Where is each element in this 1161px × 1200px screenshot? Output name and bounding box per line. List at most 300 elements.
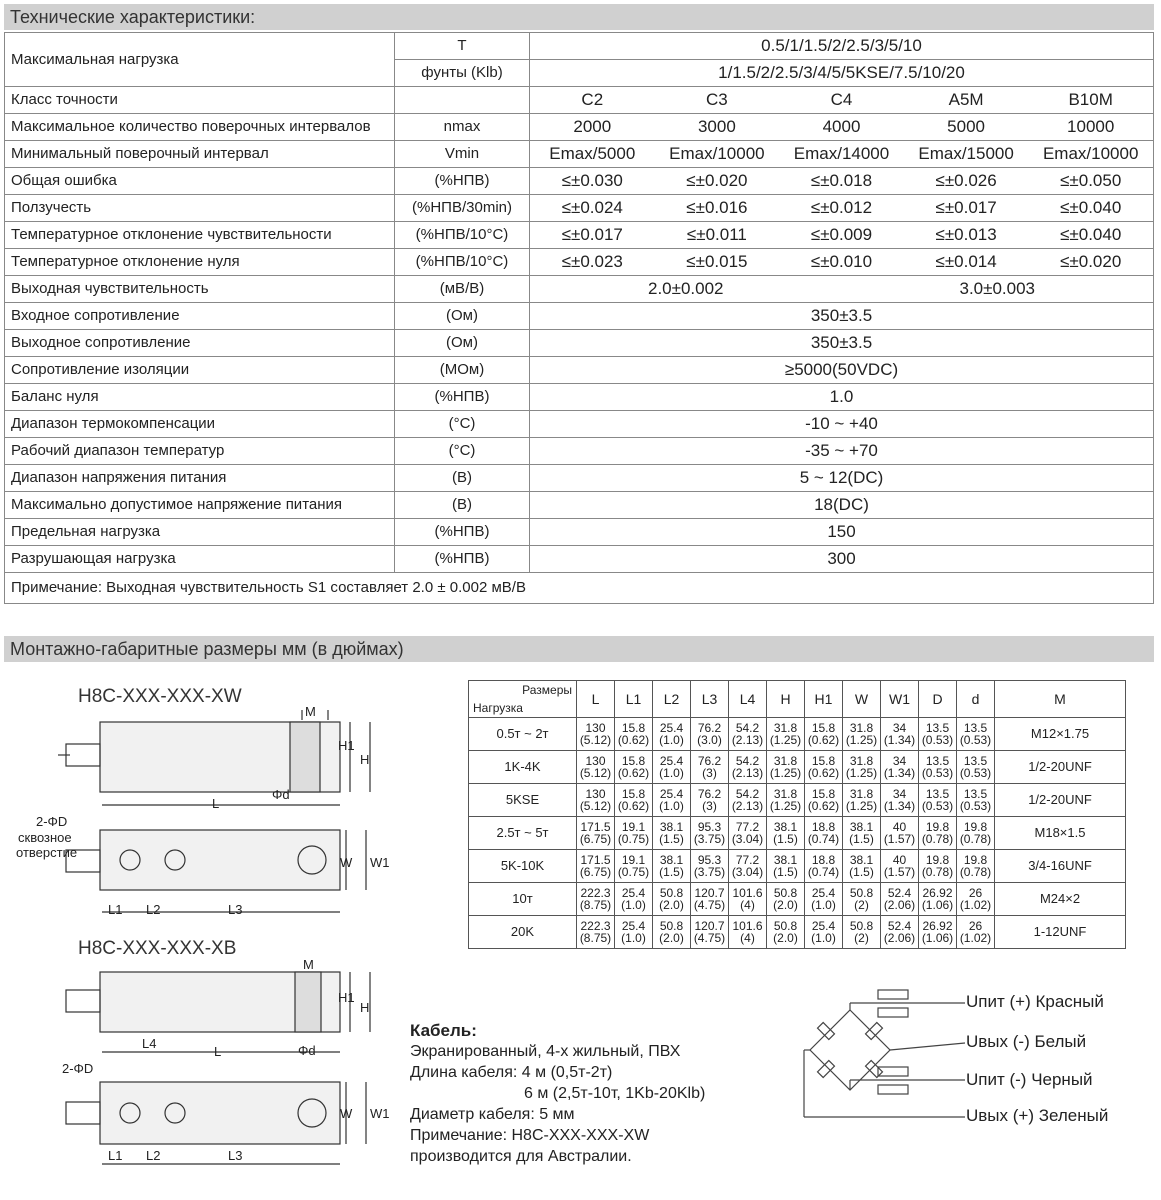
dim-inch: (0.74) — [807, 832, 840, 846]
spec-unit: T — [395, 33, 530, 60]
dim-cell — [881, 718, 919, 751]
dim-inch: (2.06) — [883, 898, 916, 912]
dim-cell — [957, 817, 995, 850]
spec-value: 18(DC) — [530, 492, 1154, 519]
thread-cell: 1-12UNF — [995, 916, 1126, 949]
dim-mm: 31.8 — [849, 754, 874, 768]
col-header: L1 — [615, 681, 653, 718]
spec-value: 0.5/1/1.5/2/2.5/3/5/10 — [530, 33, 1154, 60]
dim-cell — [957, 916, 995, 949]
dim-mm: 54.2 — [735, 754, 760, 768]
spec-unit: фунты (Klb) — [395, 60, 530, 87]
dim-mm: 222.3 — [580, 886, 611, 900]
thread-cell: 1/2-20UNF — [995, 751, 1126, 784]
dim-label-d: Φd — [272, 787, 290, 802]
dim-mm: 25.4 — [621, 886, 646, 900]
dim-mm: 25.4 — [811, 886, 836, 900]
spec-value: ≤±0.013 — [935, 225, 997, 244]
dim-inch: (1.02) — [959, 931, 992, 945]
dim-cell — [729, 751, 767, 784]
spec-value: 350±3.5 — [530, 303, 1154, 330]
dim-cell — [919, 850, 957, 883]
spec-value: Emax/10000 — [1042, 144, 1139, 163]
dim-inch: (0.62) — [807, 799, 840, 813]
table-row — [5, 168, 1154, 195]
dim-mm: 13.5 — [925, 721, 950, 735]
dim-inch: (4.75) — [693, 898, 726, 912]
dim-mm: 50.8 — [773, 886, 798, 900]
spec-value: 5000 — [947, 117, 985, 136]
spec-value: ≤±0.020 — [686, 171, 748, 190]
dim-inch: (1.0) — [659, 766, 684, 780]
spec-value: ≤±0.015 — [686, 252, 748, 271]
dim-cell — [843, 916, 881, 949]
class-value: C2 — [581, 90, 604, 109]
table-row — [5, 249, 1154, 276]
cable-line: 6 м (2,5т-10т, 1Kb-20Klb) — [524, 1085, 706, 1102]
dim-cell — [919, 916, 957, 949]
dim-cell — [805, 817, 843, 850]
dim-cell — [691, 751, 729, 784]
corner-cell — [469, 681, 577, 718]
spec-value: Emax/5000 — [549, 144, 636, 163]
spec-value: 3.0±0.003 — [959, 279, 1035, 298]
dim-inch: (0.53) — [921, 733, 954, 747]
spec-value: 1/1.5/2/2.5/3/4/5/5KSE/7.5/10/20 — [530, 60, 1154, 87]
table-row — [469, 718, 1126, 751]
dim-inch: (1.06) — [921, 931, 954, 945]
spec-value: ≤±0.017 — [561, 225, 623, 244]
thread-cell: M18×1.5 — [995, 817, 1126, 850]
dim-cell — [881, 916, 919, 949]
table-row — [5, 438, 1154, 465]
table-row — [5, 546, 1154, 573]
dim-inch: (5.12) — [579, 766, 612, 780]
dim-mm: 19.8 — [925, 820, 950, 834]
load-cell: 5K-10K — [469, 850, 577, 883]
dim-mm: 50.8 — [849, 919, 874, 933]
dim-mm: 13.5 — [925, 754, 950, 768]
load-cell: 2.5т ~ 5т — [469, 817, 577, 850]
spec-value: -35 ~ +70 — [530, 438, 1154, 465]
dim-cell — [729, 718, 767, 751]
dim-mm: 31.8 — [773, 754, 798, 768]
spec-value: 2000 — [573, 117, 612, 136]
dim-inch: (0.78) — [921, 832, 954, 846]
spec-label: Ползучесть — [5, 195, 395, 222]
dim-cell — [881, 850, 919, 883]
spec-unit: (мВ/В) — [395, 276, 530, 303]
dim-cell — [577, 784, 615, 817]
dim-inch: (0.62) — [617, 766, 650, 780]
load-cell: 1K-4K — [469, 751, 577, 784]
class-value: B10M — [1068, 90, 1113, 109]
dim-inch: (3.0) — [697, 733, 722, 747]
table-row — [5, 357, 1154, 384]
dim-mm: 18.8 — [811, 853, 836, 867]
dim-mm: 50.8 — [773, 919, 798, 933]
dim-mm: 40 — [892, 853, 907, 867]
table-row — [469, 883, 1126, 916]
dim-inch: (3) — [702, 799, 717, 813]
dim-cell — [577, 718, 615, 751]
spec-label: Максимальная нагрузка — [5, 33, 395, 87]
wire-label: Uвых (-) Белый — [966, 1032, 1087, 1051]
dim-inch: (1.5) — [849, 865, 874, 879]
col-header: L4 — [729, 681, 767, 718]
specs-header: Технические характеристики: — [4, 4, 1154, 30]
model-xw-title: H8C-XXX-XXX-XW — [78, 686, 242, 707]
spec-value: Emax/10000 — [669, 144, 765, 163]
spec-label: Температурное отклонение чувствительности — [5, 222, 395, 249]
dim-inch: (0.62) — [617, 799, 650, 813]
dim-label-2d: 2-ΦD — [62, 1061, 94, 1076]
dim-label-l2: L2 — [146, 902, 161, 917]
dim-mm: 38.1 — [659, 820, 684, 834]
dim-cell — [615, 817, 653, 850]
col-header: H — [767, 681, 805, 718]
dim-cell — [767, 784, 805, 817]
dim-label-w: W — [340, 855, 353, 870]
spec-unit: (°C) — [395, 438, 530, 465]
spec-label: Выходное сопротивление — [5, 330, 395, 357]
dim-mm: 52.4 — [887, 886, 912, 900]
dim-cell — [919, 751, 957, 784]
cable-title: Кабель: — [410, 1021, 477, 1040]
dim-cell — [767, 850, 805, 883]
dim-inch: (0.53) — [959, 733, 992, 747]
spec-unit: (В) — [395, 465, 530, 492]
spec-value: 3000 — [697, 117, 736, 136]
table-row — [5, 141, 1154, 168]
dim-cell — [767, 916, 805, 949]
dim-inch: (0.78) — [959, 865, 992, 879]
dim-cell — [615, 916, 653, 949]
dim-inch: (0.75) — [617, 865, 650, 879]
dim-cell — [957, 784, 995, 817]
dim-inch: (1.25) — [769, 799, 802, 813]
dim-inch: (0.75) — [617, 832, 650, 846]
dim-inch: (3.04) — [731, 865, 764, 879]
spec-value: ≤±0.023 — [561, 252, 623, 271]
dim-mm: 120.7 — [694, 886, 725, 900]
dim-label-w1: W1 — [370, 1106, 390, 1121]
dim-mm: 13.5 — [925, 787, 950, 801]
dim-label-d: Φd — [298, 1043, 316, 1058]
dim-cell — [691, 916, 729, 949]
load-cell: 20K — [469, 916, 577, 949]
dim-inch: (1.06) — [921, 898, 954, 912]
dim-mm: 54.2 — [735, 787, 760, 801]
spec-value: ≤±0.018 — [810, 171, 873, 190]
dim-cell — [615, 850, 653, 883]
spec-unit: nmax — [395, 114, 530, 141]
dim-cell — [653, 817, 691, 850]
spec-value: 2.0±0.002 — [647, 279, 724, 298]
dim-mm: 15.8 — [621, 787, 646, 801]
dim-inch: (1.25) — [769, 766, 802, 780]
dim-mm: 76.2 — [697, 787, 722, 801]
dim-mm: 26.92 — [922, 919, 953, 933]
cable-line: Экранированный, 4-х жильный, ПВХ — [410, 1043, 681, 1060]
table-row — [5, 114, 1154, 141]
dim-label-l: L — [214, 1044, 222, 1059]
dim-inch: (3.04) — [731, 832, 764, 846]
class-value: A5M — [948, 90, 984, 109]
dim-inch: (8.75) — [579, 898, 612, 912]
dim-inch: (2.13) — [731, 733, 764, 747]
dim-cell — [653, 784, 691, 817]
spec-unit: (°C) — [395, 411, 530, 438]
dim-inch: (8.75) — [579, 931, 612, 945]
dim-cell — [577, 916, 615, 949]
dim-label-through: отверстие — [16, 845, 78, 860]
dim-mm: 19.1 — [621, 853, 646, 867]
spec-label: Входное сопротивление — [5, 303, 395, 330]
table-row — [5, 330, 1154, 357]
dim-mm: 15.8 — [621, 721, 646, 735]
dim-inch: (1.5) — [773, 832, 798, 846]
dim-label-h1: H1 — [338, 738, 355, 753]
dim-mm: 34 — [892, 754, 907, 768]
dim-cell — [691, 784, 729, 817]
dim-mm: 31.8 — [849, 787, 874, 801]
dim-inch: (2.0) — [659, 931, 684, 945]
dim-cell — [767, 751, 805, 784]
dim-mm: 19.8 — [925, 853, 950, 867]
dim-inch: (1.34) — [883, 733, 916, 747]
dim-inch: (0.78) — [921, 865, 954, 879]
dim-mm: 25.4 — [621, 919, 646, 933]
dim-cell — [729, 916, 767, 949]
dim-cell — [615, 784, 653, 817]
dim-mm: 54.2 — [735, 721, 760, 735]
spec-value: 10000 — [1067, 117, 1115, 136]
spec-value: ≤±0.030 — [561, 171, 623, 190]
dim-cell — [843, 718, 881, 751]
dim-inch: (1.0) — [659, 733, 684, 747]
spec-value: ≤±0.040 — [1060, 198, 1122, 217]
dim-inch: (1.0) — [811, 931, 836, 945]
table-row — [5, 303, 1154, 330]
wire-label: Uпит (+) Красный — [966, 992, 1104, 1011]
dim-inch: (2) — [854, 931, 869, 945]
dim-inch: (5.12) — [579, 733, 612, 747]
dim-inch: (2.13) — [731, 799, 764, 813]
spec-unit: (%НПВ) — [395, 168, 530, 195]
dim-mm: 120.7 — [694, 919, 725, 933]
table-row — [469, 681, 1126, 718]
dim-cell — [653, 916, 691, 949]
spec-value: 300 — [530, 546, 1154, 573]
thread-cell: M12×1.75 — [995, 718, 1126, 751]
dim-inch: (2.0) — [659, 898, 684, 912]
dim-cell — [691, 817, 729, 850]
dim-inch: (4) — [740, 931, 755, 945]
dim-cell — [729, 817, 767, 850]
spec-label: Предельная нагрузка — [5, 519, 395, 546]
table-row — [5, 195, 1154, 222]
dim-mm: 31.8 — [773, 721, 798, 735]
dim-cell — [691, 718, 729, 751]
dim-inch: (1.57) — [883, 865, 916, 879]
dim-cell — [919, 784, 957, 817]
dim-mm: 26 — [968, 886, 983, 900]
dim-cell — [615, 718, 653, 751]
dim-mm: 38.1 — [773, 820, 798, 834]
dim-mm: 76.2 — [697, 754, 722, 768]
dim-mm: 25.4 — [659, 721, 684, 735]
dim-mm: 77.2 — [735, 820, 760, 834]
col-header: L2 — [653, 681, 691, 718]
dim-inch: (0.53) — [959, 799, 992, 813]
cable-info — [410, 1020, 705, 1167]
spec-value: ≤±0.024 — [561, 198, 623, 217]
dim-mm: 130 — [585, 754, 606, 768]
dim-inch: (1.34) — [883, 766, 916, 780]
dim-inch: (3.75) — [693, 832, 726, 846]
dim-inch: (5.12) — [579, 799, 612, 813]
spec-value: ≤±0.040 — [1060, 225, 1122, 244]
spec-value: -10 ~ +40 — [530, 411, 1154, 438]
dim-inch: (4.75) — [693, 931, 726, 945]
dim-cell — [843, 817, 881, 850]
dim-label-m: M — [305, 704, 316, 719]
dim-inch: (1.5) — [659, 865, 684, 879]
dim-label-l4: L4 — [142, 1036, 157, 1051]
dim-mm: 15.8 — [811, 787, 836, 801]
dim-cell — [919, 817, 957, 850]
dim-mm: 50.8 — [849, 886, 874, 900]
dim-label-l1: L1 — [108, 1148, 123, 1163]
dim-cell — [767, 817, 805, 850]
spec-label: Общая ошибка — [5, 168, 395, 195]
spec-unit: (%НПВ/10°C) — [395, 249, 530, 276]
dim-cell — [919, 883, 957, 916]
dim-inch: (1.57) — [883, 832, 916, 846]
dim-cell — [691, 850, 729, 883]
spec-value: 1.0 — [530, 384, 1154, 411]
thread-cell: 1/2-20UNF — [995, 784, 1126, 817]
cable-line: Примечание: H8C-XXX-XXX-XW — [410, 1127, 650, 1144]
dim-inch: (2) — [854, 898, 869, 912]
spec-value: Emax/14000 — [793, 144, 890, 163]
dim-inch: (0.74) — [807, 865, 840, 879]
cable-line: производится для Австралии. — [410, 1148, 632, 1165]
dim-label-l3: L3 — [228, 902, 243, 917]
spec-label: Сопротивление изоляции — [5, 357, 395, 384]
dim-label-l3: L3 — [228, 1148, 243, 1163]
dim-cell — [729, 784, 767, 817]
dim-cell — [767, 883, 805, 916]
dim-cell — [843, 883, 881, 916]
table-row — [5, 276, 1154, 303]
dim-cell — [653, 718, 691, 751]
dim-inch: (1.5) — [659, 832, 684, 846]
spec-value: ≤±0.016 — [686, 198, 748, 217]
dim-label-w: W — [340, 1106, 353, 1121]
spec-unit: (Ом) — [395, 303, 530, 330]
spec-unit: (МОм) — [395, 357, 530, 384]
dim-inch: (1.25) — [845, 766, 878, 780]
table-row — [5, 33, 1154, 60]
wire-label: Uпит (-) Черный — [966, 1070, 1093, 1089]
table-row — [5, 222, 1154, 249]
dim-cell — [805, 751, 843, 784]
spec-label: Разрушающая нагрузка — [5, 546, 395, 573]
dim-label-l1: L1 — [108, 902, 123, 917]
dim-cell — [691, 883, 729, 916]
dim-inch: (0.62) — [807, 733, 840, 747]
dim-mm: 25.4 — [659, 787, 684, 801]
dim-inch: (1.0) — [621, 931, 646, 945]
dim-cell — [615, 751, 653, 784]
dim-mm: 101.6 — [732, 886, 763, 900]
dim-inch: (1.0) — [811, 898, 836, 912]
dim-label-h: H — [360, 752, 370, 767]
table-row — [5, 573, 1154, 604]
dim-mm: 15.8 — [811, 721, 836, 735]
cable-line: Длина кабеля: 4 м (0,5т-2т) — [410, 1064, 613, 1081]
dim-mm: 13.5 — [963, 721, 988, 735]
dim-cell — [957, 718, 995, 751]
dimensions-table — [468, 680, 1126, 949]
wire-label: Uвых (+) Зеленый — [966, 1106, 1109, 1125]
dim-mm: 50.8 — [659, 919, 684, 933]
dim-inch: (6.75) — [579, 832, 612, 846]
dim-cell — [805, 850, 843, 883]
dim-inch: (1.0) — [621, 898, 646, 912]
dim-inch: (0.62) — [807, 766, 840, 780]
col-header: W1 — [881, 681, 919, 718]
col-header: W — [843, 681, 881, 718]
dim-inch: (0.53) — [959, 766, 992, 780]
dim-cell — [881, 751, 919, 784]
spec-value: 5 ~ 12(DC) — [530, 465, 1154, 492]
spec-value: ≤±0.014 — [935, 252, 997, 271]
dim-mm: 34 — [892, 787, 907, 801]
dim-mm: 38.1 — [773, 853, 798, 867]
dim-cell — [653, 883, 691, 916]
dim-mm: 15.8 — [621, 754, 646, 768]
dim-inch: (4) — [740, 898, 755, 912]
dim-mm: 26.92 — [922, 886, 953, 900]
dim-mm: 15.8 — [811, 754, 836, 768]
dim-label-l2: L2 — [146, 1148, 161, 1163]
table-row — [5, 87, 1154, 114]
spec-unit: (%НПВ/30min) — [395, 195, 530, 222]
dim-inch: (6.75) — [579, 865, 612, 879]
dim-inch: (1.5) — [773, 865, 798, 879]
spec-value: ≤±0.050 — [1060, 171, 1122, 190]
dim-cell — [577, 850, 615, 883]
spec-value: 4000 — [822, 117, 861, 136]
spec-label: Баланс нуля — [5, 384, 395, 411]
dim-inch: (1.02) — [959, 898, 992, 912]
dim-cell — [729, 850, 767, 883]
spec-label: Диапазон термокомпенсации — [5, 411, 395, 438]
dim-mm: 38.1 — [659, 853, 684, 867]
dim-cell — [767, 718, 805, 751]
dim-mm: 31.8 — [849, 721, 874, 735]
dim-mm: 25.4 — [659, 754, 684, 768]
dim-inch: (3.75) — [693, 865, 726, 879]
dim-label-2d: 2-ΦD — [36, 814, 68, 829]
dims-header: Монтажно-габаритные размеры мм (в дюймах) — [4, 636, 1154, 662]
dim-mm: 40 — [892, 820, 907, 834]
dim-inch: (1.25) — [769, 733, 802, 747]
dim-cell — [805, 916, 843, 949]
